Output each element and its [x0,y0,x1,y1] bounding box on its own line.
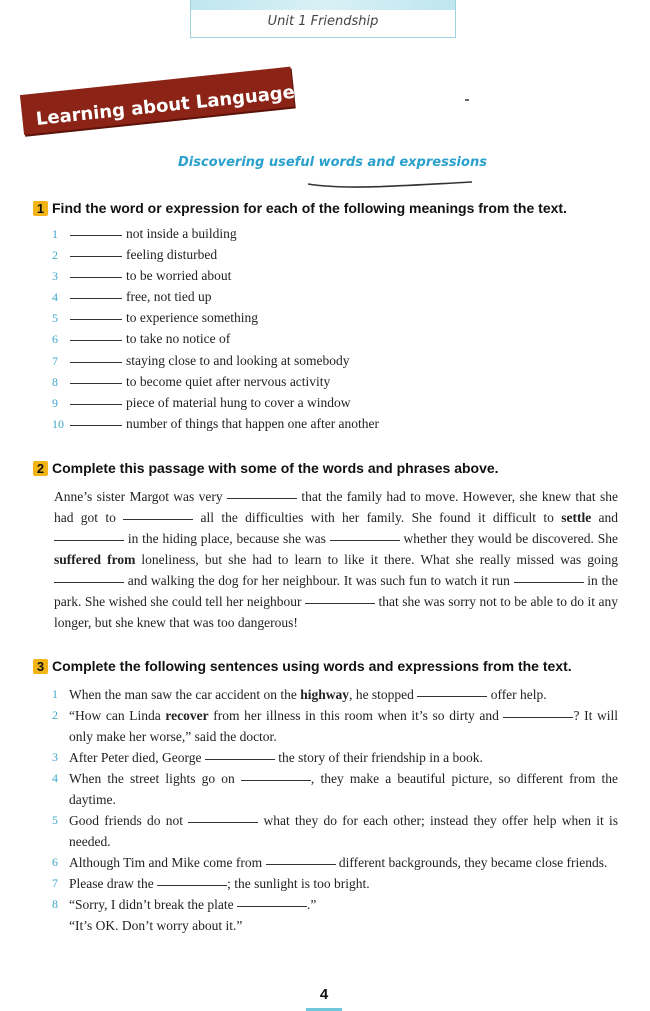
answer-blank[interactable] [70,425,122,426]
item-number: 8 [52,374,58,389]
answer-blank[interactable] [237,906,307,907]
answer-blank[interactable] [70,362,122,363]
list-item [52,247,612,268]
list-item [52,894,618,936]
item-number: 4 [52,771,58,785]
answer-blank[interactable] [205,759,275,760]
answer-blank[interactable] [123,519,193,520]
item-number: 1 [52,227,58,241]
item-text: to be worried about [126,268,232,284]
item-text: number of things that happen one after another [126,415,380,431]
item-number: 6 [52,855,58,869]
section2-heading-text: Complete this passage with some of the words and phrases above. [52,460,499,476]
list-item [52,852,618,873]
section3-heading-text: Complete the following sentences using words and expressions from the text. [52,658,572,674]
item-text: , they make a beautiful picture, so different from the daytime. [69,771,618,807]
item-text: the story of their friendship in a book. [274,750,483,765]
section3-heading [33,658,572,674]
item-text: to experience something [126,310,258,326]
item-text: piece of material hung to cover a window [126,394,351,410]
item-number: 7 [52,876,58,890]
item-number: 10 [52,416,64,431]
answer-blank[interactable] [70,340,122,341]
item-text: After Peter died, George [69,750,205,765]
answer-blank[interactable] [70,235,122,236]
item-number: 5 [52,813,58,827]
item-bold-term: highway [300,687,350,702]
answer-blank[interactable] [70,298,122,299]
item-text: Although Tim and Mike come from [69,855,266,870]
item-text: When the street lights go on [69,771,241,786]
passage-text: loneliness, but she had to learn to like it there. What she really missed was going [135,552,618,567]
item-text: what they do for each other; instead they offer help when it is needed. [69,813,618,849]
item-number: 2 [52,708,58,722]
list-item [52,416,612,437]
section2-heading [33,460,499,476]
answer-blank[interactable] [70,383,122,384]
passage-bold-term: suffered from [54,552,136,567]
list-item [52,873,618,894]
answer-blank[interactable] [266,864,336,865]
item-text: feeling disturbed [126,247,218,263]
item-text: to take no notice of [126,331,231,347]
answer-blank[interactable] [188,822,258,823]
section1-heading-text: Find the word or expression for each of the following meanings from the text. [52,200,567,216]
passage-text: and [591,510,618,525]
passage-text: that the family had to move. However, she knew that she had got to [54,489,619,525]
item-text: “How can Linda [69,708,166,723]
header-decorative-strip [191,0,455,10]
section3-number-badge: 3 [33,659,48,674]
item-number: 6 [52,332,58,347]
item-text: ? It will only make her worse,” said the doctor. [69,708,618,744]
list-item [52,226,612,247]
section2-passage [54,486,618,633]
answer-blank[interactable] [330,540,400,541]
answer-blank[interactable] [157,885,227,886]
item-number: 1 [52,687,58,701]
list-item [52,705,618,747]
list-item [52,268,612,289]
item-number: 2 [52,248,58,263]
answer-blank[interactable] [241,780,311,781]
passage-text: all the difficulties with her family. She found it difficult to [193,510,562,525]
list-item [52,395,612,416]
list-item [52,289,612,310]
item-text: , he stopped [349,687,418,702]
answer-blank[interactable] [70,319,122,320]
subtitle-swash [306,176,474,192]
list-item [52,810,618,852]
answer-blank[interactable] [54,540,124,541]
item-number: 4 [52,290,58,305]
item-number: 3 [52,269,58,284]
item-text: to become quiet after nervous activity [126,373,331,389]
item-text: Please draw the [69,876,158,891]
list-item [52,374,612,395]
item-text: different backgrounds, they became close friends. [335,855,608,870]
passage-text: in the park. She wished she could tell her neighbour [54,573,618,609]
section1-list [52,226,612,437]
section1-number-badge: 1 [33,201,48,216]
item-number: 8 [52,897,58,911]
banner-title: Learning about Language [34,81,296,130]
passage-text: whether they would be discovered. She [399,531,618,546]
item-text: staying close to and looking at somebody [126,352,350,368]
answer-blank[interactable] [417,696,487,697]
answer-blank[interactable] [514,582,584,583]
list-item [52,684,618,705]
item-text: from her illness in this room when it’s so dirty and [208,708,504,723]
item-number: 5 [52,311,58,326]
item-number: 7 [52,353,58,368]
item-number: 9 [52,395,58,410]
list-item [52,353,612,374]
item-text: offer help. [487,687,547,702]
answer-blank[interactable] [503,717,573,718]
list-item [52,331,612,352]
item-text: free, not tied up [126,289,212,305]
passage-bold-term: settle [561,510,592,525]
answer-blank[interactable] [54,582,124,583]
item-text: .” [306,897,317,912]
section2-number-badge: 2 [33,461,48,476]
answer-blank[interactable] [305,603,375,604]
passage-text: and walking the dog for her neighbour. It was such fun to watch it run [124,573,514,588]
item-text: “It’s OK. Don’t worry about it.” [69,918,243,933]
answer-blank[interactable] [70,277,122,278]
answer-blank[interactable] [70,256,122,257]
item-text: not inside a building [126,226,237,241]
passage-text: in the hiding place, because she was [124,531,330,546]
item-text: ; the sunlight is too bright. [227,876,370,891]
unit-header-tab [190,0,456,38]
item-number: 3 [52,750,58,764]
passage-text: that she was sorry not to be able to do it any longer, but she knew that was too dangerous! [54,594,618,630]
unit-title: Unit 1 Friendship [267,14,379,29]
subtitle: Discovering useful words and expressions [178,155,487,170]
list-item [52,768,618,810]
list-item [52,747,618,768]
page-number: 4 [306,986,342,1011]
decorative-dot [465,99,469,101]
section3-list [52,684,618,936]
item-bold-term: recover [165,708,209,723]
section1-heading [33,200,567,216]
item-text: When the man saw the car accident on the [69,687,301,702]
answer-blank[interactable] [70,404,122,405]
item-text: “Sorry, I didn’t break the plate [69,897,237,912]
answer-blank[interactable] [227,498,297,499]
passage-text: Anne’s sister Margot was very [54,489,227,504]
list-item [52,310,612,331]
section-banner [22,81,297,151]
item-text: Good friends do not [69,813,189,828]
